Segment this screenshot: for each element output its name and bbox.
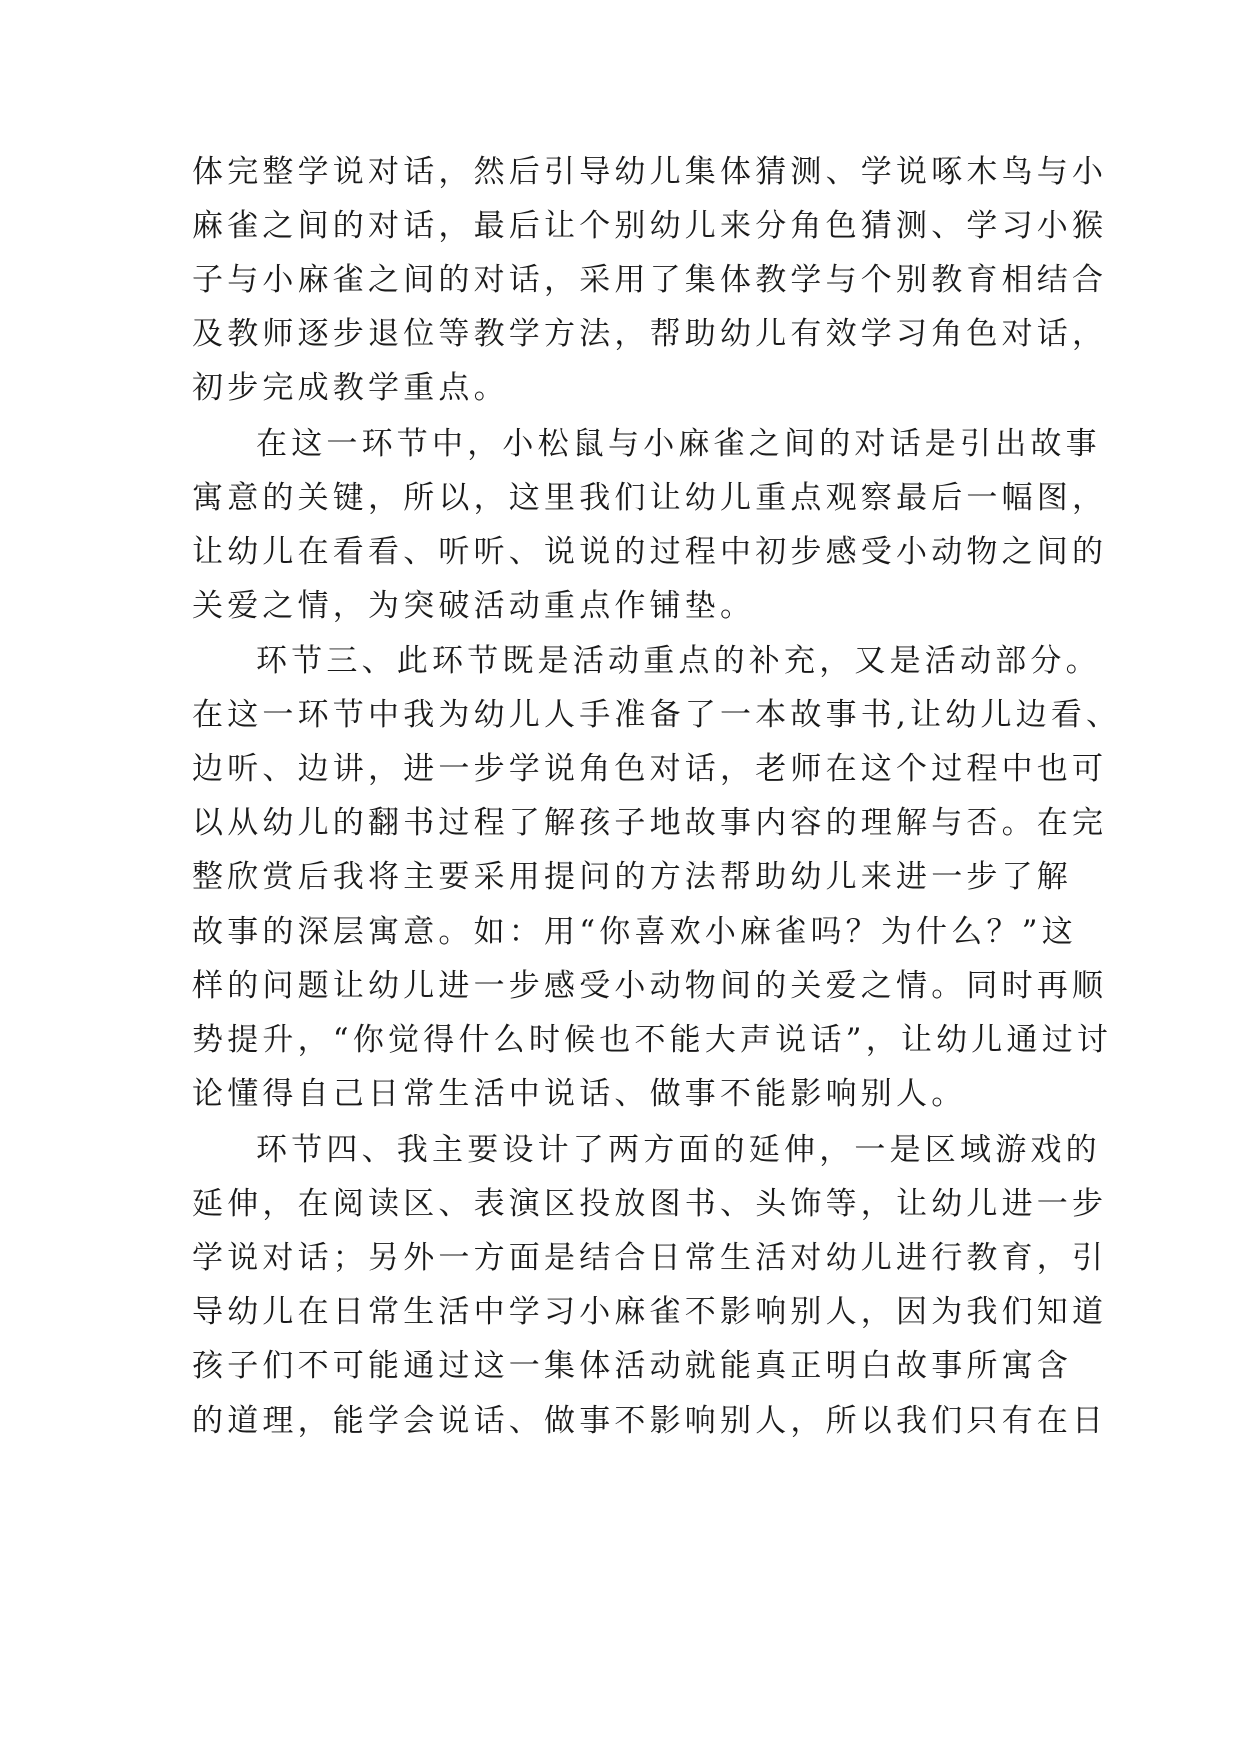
text-line: 体完整学说对话，然后引导幼儿集体猜测、学说啄木鸟与小 xyxy=(192,154,1108,190)
text-line: 初步完成教学重点。 xyxy=(192,370,509,406)
text-line: 边听、边讲，进一步学说角色对话，老师在这个过程中也可 xyxy=(192,751,1108,787)
text-line: 子与小麻雀之间的对话，采用了集体教学与个别教育相结合 xyxy=(192,262,1108,298)
text-line: 及教师逐步退位等教学方法，帮助幼儿有效学习角色对话， xyxy=(192,316,1108,352)
text-line: 寓意的关键，所以，这里我们让幼儿重点观察最后一幅图， xyxy=(192,480,1108,516)
paragraph-first-line: 在这一环节中，小松鼠与小麻雀之间的对话是引出故事 xyxy=(256,426,1101,462)
paragraph-first-line: 环节三、此环节既是活动重点的补充，又是活动部分。 xyxy=(256,643,1101,679)
text-line: 关爱之情，为突破活动重点作铺垫。 xyxy=(192,588,756,624)
text-line: 学说对话；另外一方面是结合日常生活对幼儿进行教育，引 xyxy=(192,1240,1108,1276)
text-line: 在这一环节中我为幼儿人手准备了一本故事书,让幼儿边看、 xyxy=(192,697,1122,733)
text-line: 以从幼儿的翻书过程了解孩子地故事内容的理解与否。在完 xyxy=(192,805,1108,841)
text-line: 势提升，“你觉得什么时候也不能大声说话”，让幼儿通过讨 xyxy=(192,1022,1113,1058)
text-line: 样的问题让幼儿进一步感受小动物间的关爱之情。同时再顺 xyxy=(192,968,1108,1004)
text-line: 的道理，能学会说话、做事不影响别人，所以我们只有在日 xyxy=(192,1403,1108,1439)
text-line: 麻雀之间的对话，最后让个别幼儿来分角色猜测、学习小猴 xyxy=(192,208,1108,244)
text-line: 导幼儿在日常生活中学习小麻雀不影响别人，因为我们知道 xyxy=(192,1294,1108,1330)
paragraph-first-line: 环节四、我主要设计了两方面的延伸，一是区域游戏的 xyxy=(256,1132,1101,1168)
text-line: 让幼儿在看看、听听、说说的过程中初步感受小动物之间的 xyxy=(192,534,1108,570)
text-line: 延伸，在阅读区、表演区投放图书、头饰等，让幼儿进一步 xyxy=(192,1186,1108,1222)
text-line: 论懂得自己日常生活中说话、做事不能影响别人。 xyxy=(192,1076,967,1112)
text-line: 整欣赏后我将主要采用提问的方法帮助幼儿来进一步了解 xyxy=(192,859,1072,895)
text-line: 孩子们不可能通过这一集体活动就能真正明白故事所寓含 xyxy=(192,1348,1072,1384)
text-line: 故事的深层寓意。如：用“你喜欢小麻雀吗？为什么？”这 xyxy=(192,914,1077,950)
